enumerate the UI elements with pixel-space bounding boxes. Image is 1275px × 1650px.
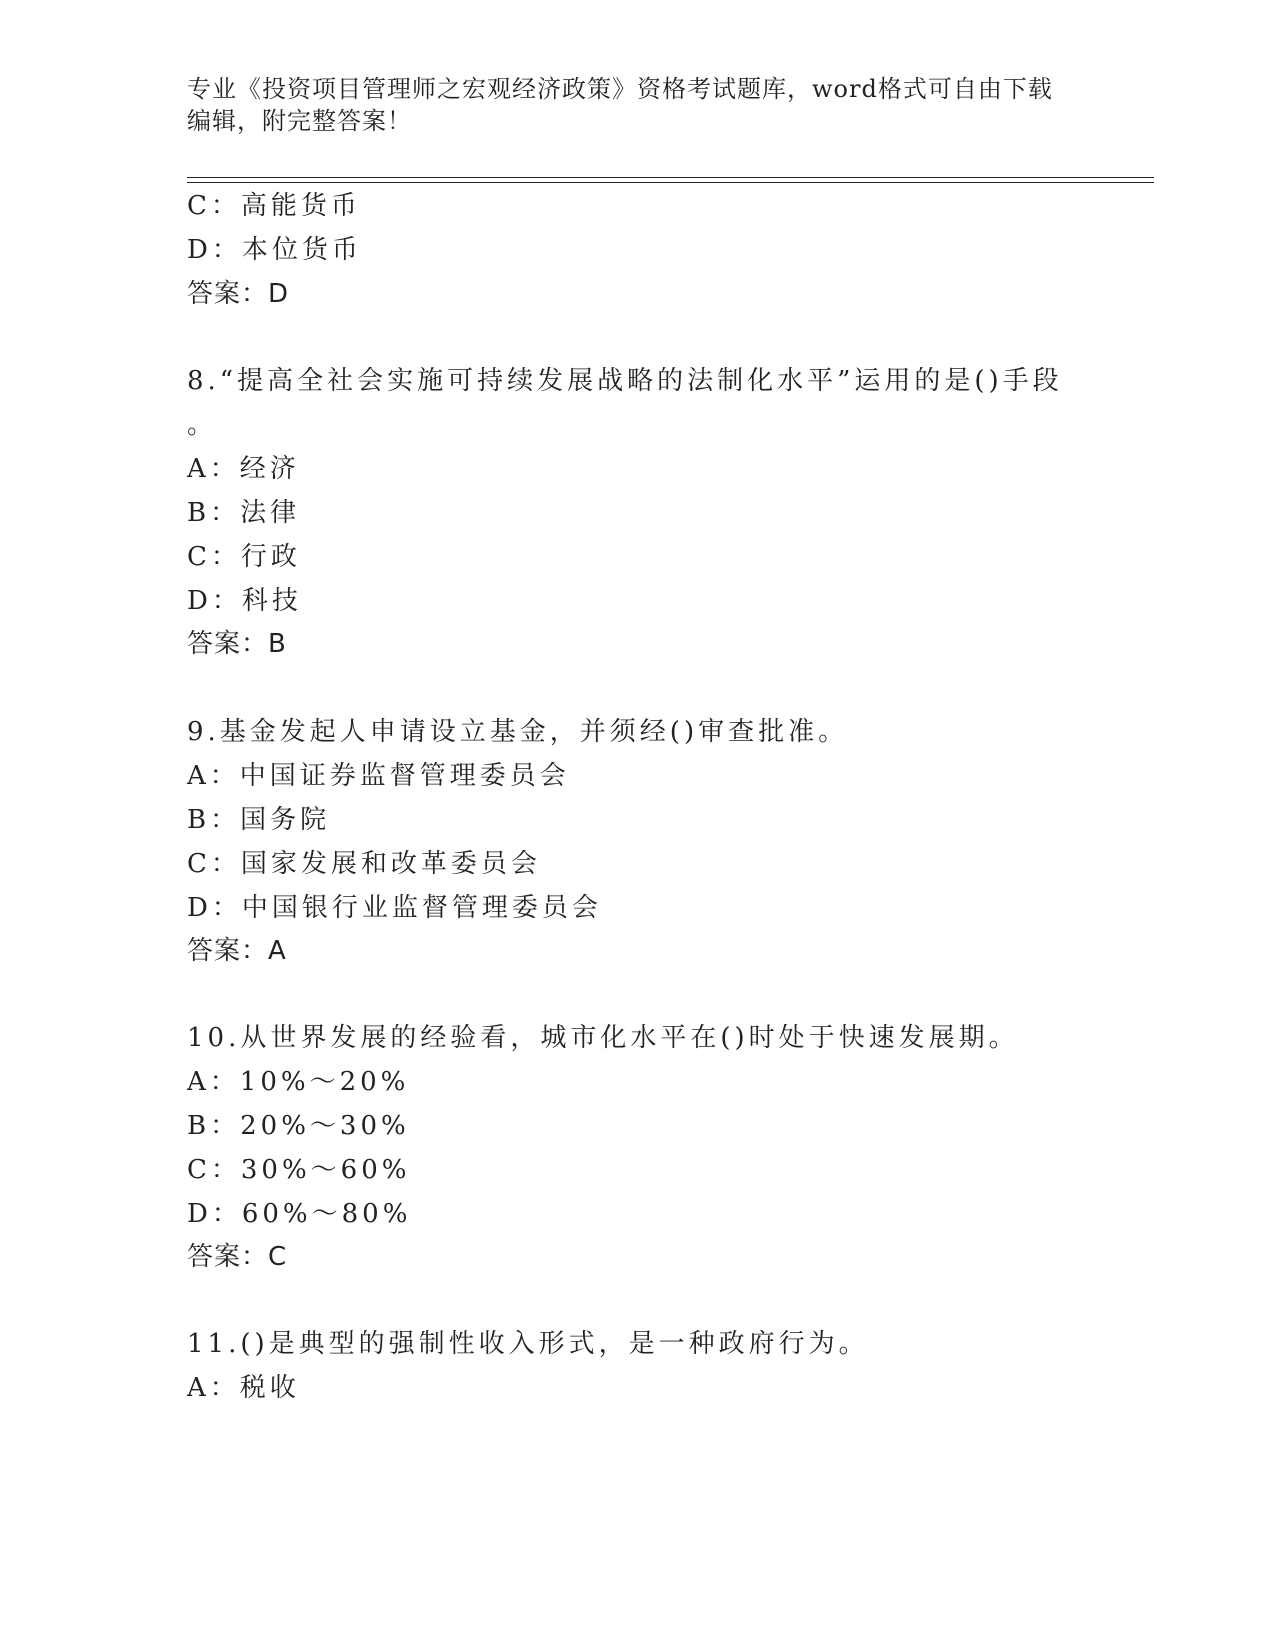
q8-option-a: A：经济 (187, 454, 300, 484)
q8-option-b: B：法律 (187, 498, 301, 528)
q7-answer: 答案：D (187, 279, 290, 309)
q8-answer: 答案：B (187, 629, 287, 659)
q7-option-d: D：本位货币 (187, 235, 362, 265)
q11-question: 11.()是典型的强制性收入形式，是一种政府行为。 (187, 1329, 869, 1359)
q10-question: 10.从世界发展的经验看，城市化水平在()时处于快速发展期。 (187, 1023, 1019, 1053)
q10-option-c: C：30%～60% (187, 1155, 411, 1185)
q9-answer: 答案：A (187, 936, 287, 966)
q10-option-d: D：60%～80% (187, 1199, 412, 1229)
q10-option-a: A：10%～20% (187, 1067, 410, 1097)
q7-option-c: C：高能货币 (187, 191, 361, 221)
q9-option-c: C：国家发展和改革委员会 (187, 849, 541, 879)
q10-answer: 答案：C (187, 1242, 288, 1272)
q8-question-continuation: 。 (187, 410, 218, 440)
q8-option-c: C：行政 (187, 542, 301, 572)
q9-option-b: B：国务院 (187, 805, 331, 835)
q9-question: 9.基金发起人申请设立基金，并须经()审查批准。 (187, 717, 849, 747)
q9-option-d: D：中国银行业监督管理委员会 (187, 893, 602, 923)
q8-question: 8.“提高全社会实施可持续发展战略的法制化水平”运用的是()手段 (187, 366, 1063, 396)
document-header-intro: 专业《投资项目管理师之宏观经济政策》资格考试题库，word格式可自由下载编辑，附完整答案！ (187, 75, 1053, 135)
q8-option-d: D：科技 (187, 586, 302, 616)
q11-option-a: A：税收 (187, 1373, 300, 1403)
header-divider-bottom (187, 182, 1154, 183)
q9-option-a: A：中国证券监督管理委员会 (187, 761, 570, 791)
header-divider-top (187, 177, 1154, 178)
q10-option-b: B：20%～30% (187, 1111, 410, 1141)
